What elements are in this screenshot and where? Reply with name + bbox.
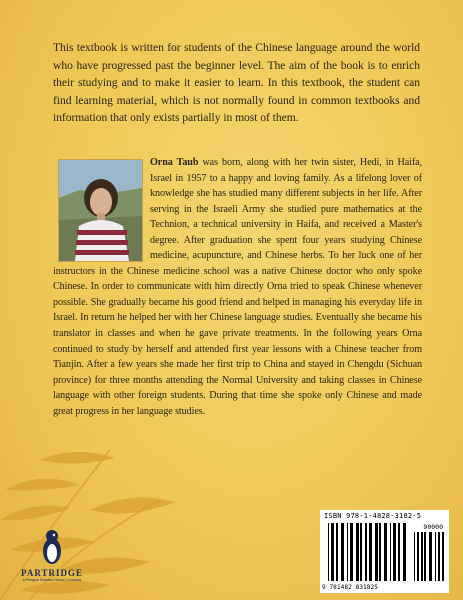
price-addon-barcode — [414, 532, 444, 581]
intro-paragraph: This textbook is written for students of the Chinese language around the world who have progressed past the beginner level. The aim of the book is to enrich their studying and to make it easier to learn. In this textbook, the student can find learning material, which is not normally found in common textbooks and information that only exists partially in most of them. — [53, 41, 420, 125]
publisher-tagline: A Penguin Random House Company — [22, 578, 82, 582]
ean-digits: 9 781482 831825 — [322, 584, 378, 591]
price-code: 90000 — [423, 523, 443, 531]
publisher-name: PARTRIDGE — [20, 568, 84, 578]
isbn-text: ISBN 978-1-4828-3182-5 — [324, 512, 422, 520]
publisher-logo — [12, 527, 92, 593]
author-name: Orna Taub — [150, 157, 199, 168]
author-bio — [53, 155, 422, 419]
barcode-panel — [320, 510, 449, 593]
partridge-bird-icon — [40, 527, 64, 567]
author-bio-text: was born, along with her twin sister, Hedi, in Haifa, Israel in 1957 to a happy and loving family. As a lifelong lover of knowledge she has studied many different subjects in her life. After serving in the Israeli Army she studied pure mathematics at the Technion, a technical university in Haifa, and received a Master's degree. After graduation she spent four years studying Chinese medicine, acupuncture, and Chinese herbs. To her luck one of her instructors in the Chinese medicine school was a native Chinese doctor who only spoke Chinese. In order to communicate with him directly Orna tried to speak Chinese whenever possible. She gradually became his good friend and helped in managing his everyday life in Israel. In return he helped her with her Chinese language studies. Eventually she became his translator in classes and when he gave private treatments. In the following years Orna continued to study by herself and attended first year lessons with a Chinese teacher from Tianjin. After a few years she made her first trip to China and stayed in Chengdu (Sichuan province) for three months attending the Normal University and taking classes in Chinese language with other foreign students. During that time she spoke only Chinese and made great progress in her language studies. — [53, 157, 423, 417]
ean-barcode — [328, 523, 408, 581]
